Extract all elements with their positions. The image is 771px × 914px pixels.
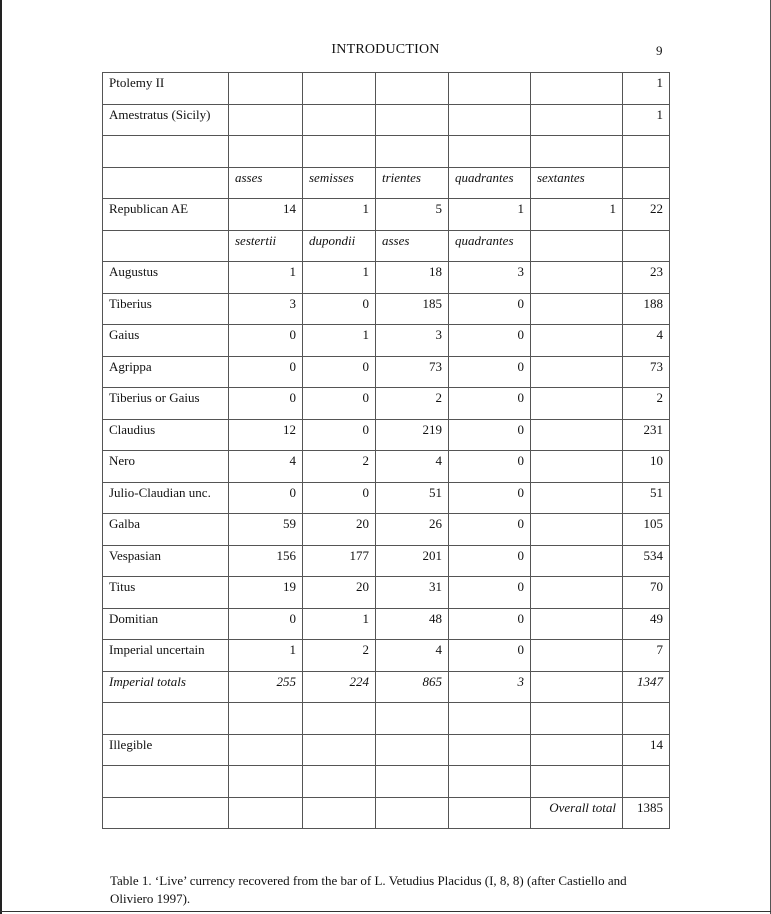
- count-cell: [376, 734, 449, 766]
- count-cell: [229, 734, 303, 766]
- row-label: [103, 230, 229, 262]
- row-total-cell: [623, 136, 670, 168]
- row-total-cell: 1385: [623, 797, 670, 829]
- table-row: [103, 545, 670, 577]
- count-cell: 0: [303, 293, 376, 325]
- row-total-cell: 1: [623, 104, 670, 136]
- count-cell: [229, 703, 303, 735]
- row-total-cell: 73: [623, 356, 670, 388]
- count-cell: 185: [376, 293, 449, 325]
- count-cell: 219: [376, 419, 449, 451]
- row-label: Titus: [103, 577, 229, 609]
- count-cell: [303, 797, 376, 829]
- count-cell: 255: [229, 671, 303, 703]
- count-cell: [229, 136, 303, 168]
- count-cell: 0: [449, 482, 531, 514]
- denomination-header: sestertii: [229, 230, 303, 262]
- count-cell: 12: [229, 419, 303, 451]
- count-cell: [303, 136, 376, 168]
- count-cell: [531, 104, 623, 136]
- denomination-header: trientes: [376, 167, 449, 199]
- row-label: Illegible: [103, 734, 229, 766]
- denomination-header: quadrantes: [449, 167, 531, 199]
- table-row: [103, 199, 670, 231]
- count-cell: 48: [376, 608, 449, 640]
- row-label: Augustus: [103, 262, 229, 294]
- table-row: [103, 136, 670, 168]
- count-cell: 20: [303, 577, 376, 609]
- row-label: Ptolemy II: [103, 73, 229, 105]
- count-cell: 156: [229, 545, 303, 577]
- count-cell: 3: [449, 671, 531, 703]
- count-cell: 4: [229, 451, 303, 483]
- count-cell: 0: [449, 514, 531, 546]
- count-cell: 0: [449, 545, 531, 577]
- count-cell: 3: [229, 293, 303, 325]
- count-cell: [531, 136, 623, 168]
- count-cell: [449, 734, 531, 766]
- row-total-cell: 23: [623, 262, 670, 294]
- count-cell: [531, 671, 623, 703]
- row-total-cell: 49: [623, 608, 670, 640]
- denomination-header: asses: [229, 167, 303, 199]
- count-cell: [531, 293, 623, 325]
- row-label: Claudius: [103, 419, 229, 451]
- count-cell: 0: [303, 356, 376, 388]
- row-total-cell: 188: [623, 293, 670, 325]
- denomination-header: dupondii: [303, 230, 376, 262]
- denomination-header: semisses: [303, 167, 376, 199]
- count-cell: [303, 766, 376, 798]
- count-cell: [229, 104, 303, 136]
- row-total-cell: 4: [623, 325, 670, 357]
- count-cell: [376, 797, 449, 829]
- count-cell: 0: [229, 325, 303, 357]
- count-cell: 0: [229, 608, 303, 640]
- count-cell: [531, 482, 623, 514]
- count-cell: [229, 797, 303, 829]
- count-cell: 0: [449, 451, 531, 483]
- count-cell: [531, 577, 623, 609]
- count-cell: 0: [229, 356, 303, 388]
- row-total-cell: 105: [623, 514, 670, 546]
- row-total-cell: 1: [623, 73, 670, 105]
- count-cell: 0: [449, 577, 531, 609]
- count-cell: 5: [376, 199, 449, 231]
- count-cell: 2: [303, 640, 376, 672]
- count-cell: 19: [229, 577, 303, 609]
- count-cell: [376, 136, 449, 168]
- count-cell: 0: [449, 419, 531, 451]
- count-cell: [449, 104, 531, 136]
- count-cell: 1: [449, 199, 531, 231]
- count-cell: 0: [449, 293, 531, 325]
- row-total-cell: 7: [623, 640, 670, 672]
- count-cell: [449, 73, 531, 105]
- count-cell: 3: [449, 262, 531, 294]
- count-cell: [303, 104, 376, 136]
- count-cell: [531, 608, 623, 640]
- row-label: Tiberius or Gaius: [103, 388, 229, 420]
- count-cell: [449, 766, 531, 798]
- count-cell: [229, 766, 303, 798]
- count-cell: [531, 262, 623, 294]
- row-total-cell: 2: [623, 388, 670, 420]
- table-row: [103, 640, 670, 672]
- count-cell: [531, 514, 623, 546]
- row-label: Vespasian: [103, 545, 229, 577]
- count-cell: 2: [303, 451, 376, 483]
- count-cell: 177: [303, 545, 376, 577]
- count-cell: 0: [229, 388, 303, 420]
- row-label: [103, 136, 229, 168]
- table-row: [103, 451, 670, 483]
- count-cell: 0: [303, 388, 376, 420]
- count-cell: 4: [376, 640, 449, 672]
- count-cell: 18: [376, 262, 449, 294]
- count-cell: [376, 104, 449, 136]
- row-label: Galba: [103, 514, 229, 546]
- table-row: [103, 262, 670, 294]
- count-cell: 0: [449, 325, 531, 357]
- count-cell: 31: [376, 577, 449, 609]
- count-cell: [376, 766, 449, 798]
- overall-total-label: Overall total: [531, 797, 623, 829]
- count-cell: 4: [376, 451, 449, 483]
- count-cell: 1: [531, 199, 623, 231]
- row-label: Imperial totals: [103, 671, 229, 703]
- row-label: Nero: [103, 451, 229, 483]
- count-cell: 1: [229, 262, 303, 294]
- count-cell: [531, 325, 623, 357]
- row-label: Gaius: [103, 325, 229, 357]
- count-cell: 1: [303, 325, 376, 357]
- table-row: [103, 356, 670, 388]
- table-row: [103, 104, 670, 136]
- row-label: [103, 703, 229, 735]
- count-cell: 0: [449, 388, 531, 420]
- table-row: [103, 482, 670, 514]
- count-cell: 73: [376, 356, 449, 388]
- table-row: [103, 73, 670, 105]
- count-cell: [531, 734, 623, 766]
- count-cell: [531, 356, 623, 388]
- count-cell: [531, 766, 623, 798]
- row-label: Republican AE: [103, 199, 229, 231]
- count-cell: 1: [303, 262, 376, 294]
- count-cell: 26: [376, 514, 449, 546]
- count-cell: [303, 703, 376, 735]
- denomination-header: asses: [376, 230, 449, 262]
- count-cell: 51: [376, 482, 449, 514]
- count-cell: [531, 451, 623, 483]
- count-cell: [449, 703, 531, 735]
- count-cell: 59: [229, 514, 303, 546]
- row-total-cell: 1347: [623, 671, 670, 703]
- table-row: [103, 577, 670, 609]
- table-body: [103, 73, 670, 829]
- count-cell: [531, 545, 623, 577]
- count-cell: 0: [449, 356, 531, 388]
- row-total-cell: 51: [623, 482, 670, 514]
- count-cell: 0: [303, 419, 376, 451]
- running-header: INTRODUCTION: [331, 42, 440, 57]
- count-cell: [449, 797, 531, 829]
- count-cell: 1: [303, 608, 376, 640]
- count-cell: 1: [229, 640, 303, 672]
- table-row: [103, 388, 670, 420]
- denomination-header: quadrantes: [449, 230, 531, 262]
- count-cell: 0: [449, 640, 531, 672]
- table-row: [103, 293, 670, 325]
- currency-table: [102, 72, 670, 829]
- row-total-cell: [623, 766, 670, 798]
- denomination-header: sextantes: [531, 167, 623, 199]
- table-row: [103, 230, 670, 262]
- count-cell: [449, 136, 531, 168]
- row-total-cell: 70: [623, 577, 670, 609]
- table-row: [103, 766, 670, 798]
- row-label: Imperial uncertain: [103, 640, 229, 672]
- row-total-cell: 14: [623, 734, 670, 766]
- count-cell: 0: [449, 608, 531, 640]
- row-label: [103, 797, 229, 829]
- count-cell: [229, 73, 303, 105]
- page-edge-bottom: [0, 911, 771, 912]
- table-row: [103, 419, 670, 451]
- row-total-cell: 534: [623, 545, 670, 577]
- count-cell: 2: [376, 388, 449, 420]
- count-cell: 865: [376, 671, 449, 703]
- count-cell: 0: [303, 482, 376, 514]
- page-number: 9: [656, 43, 663, 58]
- count-cell: [303, 73, 376, 105]
- count-cell: [531, 640, 623, 672]
- row-total-cell: [623, 703, 670, 735]
- count-cell: 14: [229, 199, 303, 231]
- table-row: [103, 167, 670, 199]
- table-row: [103, 703, 670, 735]
- denomination-header: [531, 230, 623, 262]
- table-caption: Table 1. ‘Live’ currency recovered from the bar of L. Vetudius Placidus (I, 8, 8) (after Castiello and Oliviero 1997).: [110, 873, 627, 906]
- count-cell: [531, 703, 623, 735]
- count-cell: [531, 73, 623, 105]
- table-row: [103, 514, 670, 546]
- count-cell: 1: [303, 199, 376, 231]
- row-total-cell: 10: [623, 451, 670, 483]
- denomination-header: [623, 230, 670, 262]
- count-cell: 20: [303, 514, 376, 546]
- table-row: [103, 797, 670, 829]
- row-label: [103, 766, 229, 798]
- row-label: Agrippa: [103, 356, 229, 388]
- count-cell: [376, 703, 449, 735]
- row-label: Tiberius: [103, 293, 229, 325]
- row-total-cell: 231: [623, 419, 670, 451]
- row-label: Amestratus (Sicily): [103, 104, 229, 136]
- count-cell: 3: [376, 325, 449, 357]
- row-total-cell: 22: [623, 199, 670, 231]
- count-cell: [531, 419, 623, 451]
- count-cell: [303, 734, 376, 766]
- count-cell: [376, 73, 449, 105]
- denomination-header: [623, 167, 670, 199]
- table-row: [103, 734, 670, 766]
- count-cell: 224: [303, 671, 376, 703]
- count-cell: [531, 388, 623, 420]
- count-cell: 0: [229, 482, 303, 514]
- page-edge-left: [0, 0, 2, 914]
- row-label: Julio-Claudian unc.: [103, 482, 229, 514]
- row-label: [103, 167, 229, 199]
- row-label: Domitian: [103, 608, 229, 640]
- table-row: [103, 671, 670, 703]
- table-row: [103, 325, 670, 357]
- table-row: [103, 608, 670, 640]
- count-cell: 201: [376, 545, 449, 577]
